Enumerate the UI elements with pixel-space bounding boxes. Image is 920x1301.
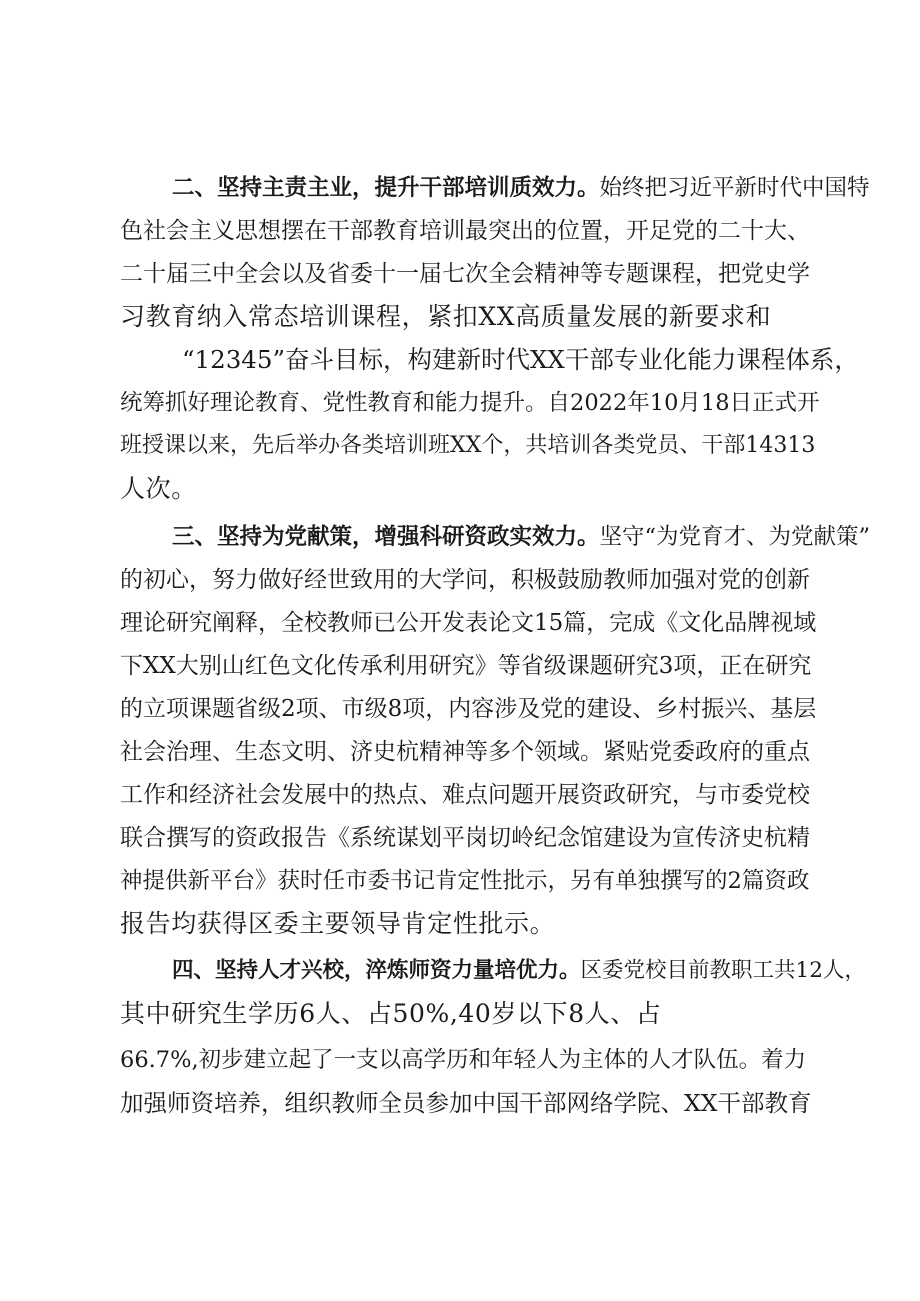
paragraph-3-line-9: 神提供新平台》获时任市委书记肯定性批示，另有单独撰写的2篇资政 xyxy=(120,868,810,894)
paragraph-4-line-4: 加强师资培养，组织教师全员参加中国干部网络学院、XX干部教育 xyxy=(120,1089,812,1117)
paragraph-3-text: 坚守“为党育才、为党献策” xyxy=(599,524,871,550)
paragraph-2-line-5: “12345”奋斗目标，构建新时代XX干部专业化能力课程体系， xyxy=(182,345,859,374)
paragraph-2-line-3: 二十届三中全会以及省委十一届七次全会精神等专题课程，把党史学 xyxy=(120,261,810,287)
paragraph-3-line-2: 的初心，努力做好经世致用的大学问，积极鼓励教师加强对党的创新 xyxy=(120,567,810,593)
paragraph-2-heading: 二、坚持主责主业，提升干部培训质效力。 xyxy=(172,175,600,201)
paragraph-3-line-7: 工作和经济社会发展中的热点、难点问题开展资政研究，与市委党校 xyxy=(120,782,810,808)
paragraph-3-heading: 三、坚持为党献策，增强科研资政实效力。 xyxy=(172,524,600,550)
paragraph-4-line-3: 66.7%,初步建立起了一支以高学历和年轻人为主体的人才队伍。着力 xyxy=(120,1047,807,1073)
paragraph-2-line-7: 班授课以来，先后举办各类培训班XX个，共培训各类党员、干部14313 xyxy=(120,433,816,458)
paragraph-3-line-4: 下XX大别山红色文化传承利用研究》等省级课题研究3项，正在研究 xyxy=(120,653,812,679)
paragraph-4-line-2: 其中研究生学历6人、占50%,40岁以下8人、占 xyxy=(120,999,662,1028)
paragraph-2-line-6: 统筹抓好理论教育、党性教育和能力提升。自2022年10月18日正式开 xyxy=(120,390,820,416)
paragraph-3-line-8: 联合撰写的资政报告《系统谋划平岗切岭纪念馆建设为宣传济史杭精 xyxy=(120,825,810,851)
paragraph-2-line-8: 人次。 xyxy=(120,474,197,503)
paragraph-2-line-4: 习教育纳入常态培训课程，紧扣XX高质量发展的新要求和 xyxy=(120,302,772,331)
paragraph-3-line-10: 报告均获得区委主要领导肯定性批示。 xyxy=(120,909,556,938)
paragraph-4-line-1 xyxy=(172,953,872,989)
paragraph-3-line-1 xyxy=(172,519,872,555)
paragraph-3-line-3: 理论研究阐释，全校教师已公开发表论文15篇，完成《文化品牌视域 xyxy=(120,610,817,636)
paragraph-2-line-1 xyxy=(172,170,872,206)
paragraph-3-line-6: 社会治理、生态文明、济史杭精神等多个领域。紧贴党委政府的重点 xyxy=(120,739,810,765)
paragraph-4-heading: 四、坚持人才兴校，淬炼师资力量培优力。 xyxy=(172,958,581,983)
paragraph-2-text: 始终把习近平新时代中国特 xyxy=(599,175,870,201)
paragraph-3-line-5: 的立项课题省级2项、市级8项，内容涉及党的建设、乡村振兴、基层 xyxy=(120,696,817,722)
paragraph-2-line-2: 色社会主义思想摆在干部教育培训最突出的位置，开足党的二十大、 xyxy=(120,218,810,244)
paragraph-4-text: 区委党校目前教职工共12人， xyxy=(580,958,866,983)
